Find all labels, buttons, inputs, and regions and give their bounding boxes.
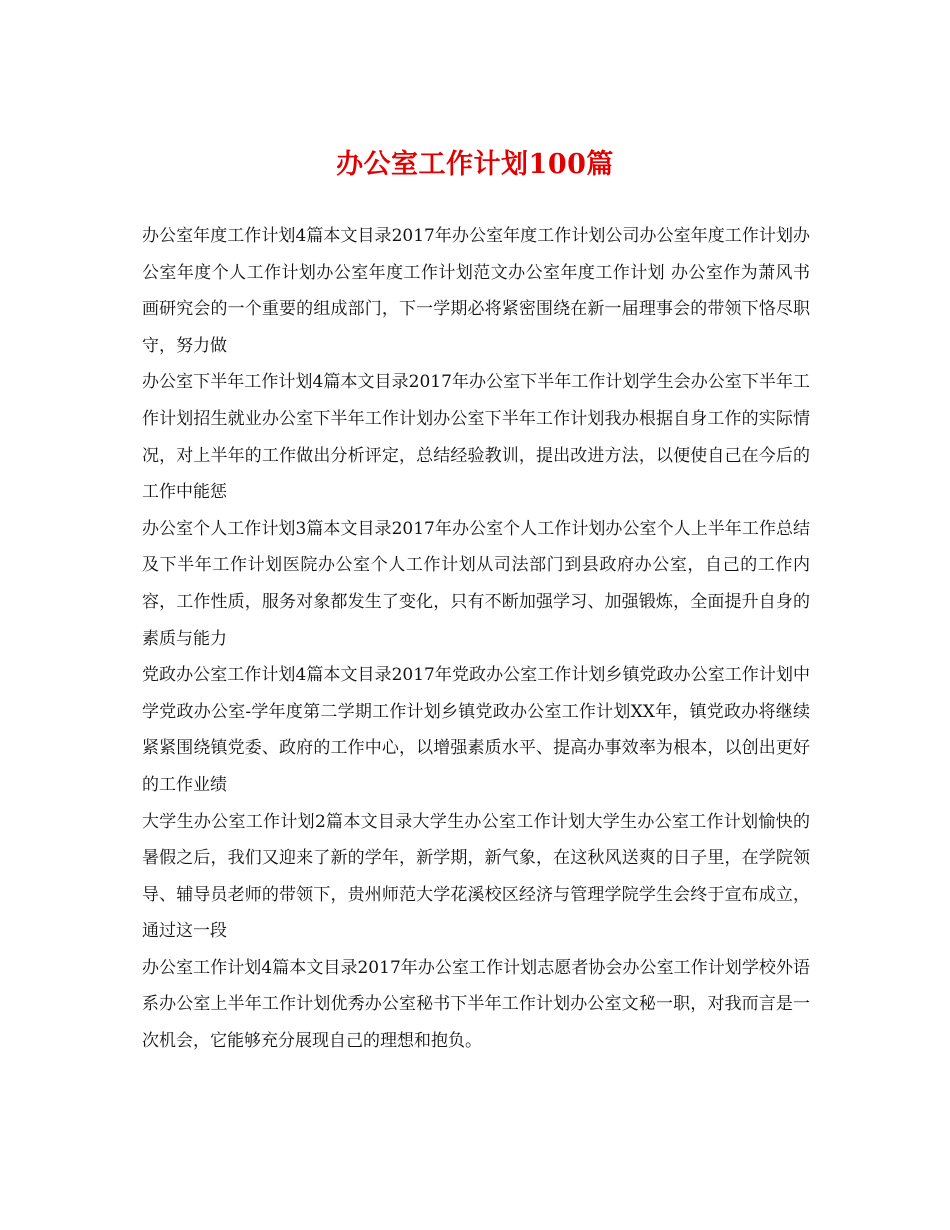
document-body <box>142 218 810 1060</box>
paragraph-annual-plan: 办公室年度工作计划4篇本文目录2017年办公室年度工作计划公司办公室年度工作计划办公室年度个人工作计划办公室年度工作计划范文办公室年度工作计划 办公室作为萧风书画研究会的一个重要的组成部门，下一学期必将紧密围绕在新一届理事会的带领下恪尽职守，努力做 <box>142 226 810 356</box>
paragraph-personal-plan: 办公室个人工作计划3篇本文目录2017年办公室个人工作计划办公室个人上半年工作总结及下半年工作计划医院办公室个人工作计划从司法部门到县政府办公室，自己的工作内容，工作性质，服务对象都发生了变化，只有不断加强学习、加强锻炼，全面提升自身的素质与能力 <box>142 518 810 649</box>
paragraph-student-office-plan: 大学生办公室工作计划2篇本文目录大学生办公室工作计划大学生办公室工作计划愉快的暑假之后，我们又迎来了新的学年，新学期，新气象，在这秋风送爽的日子里，在学院领导、辅导员老师的带领下，贵州师范大学花溪校区经济与管理学院学生会终于宣布成立，通过这一段 <box>142 811 810 942</box>
paragraph-party-office-plan: 党政办公室工作计划4篇本文目录2017年党政办公室工作计划乡镇党政办公室工作计划中学党政办公室-学年度第二学期工作计划乡镇党政办公室工作计划XX年，镇党政办将继续紧紧围绕镇党委、政府的工作中心，以增强素质水平、提高办事效率为根本，以创出更好的工作业绩 <box>142 665 810 795</box>
document-title: 办公室工作计划100篇 <box>336 149 614 180</box>
paragraph-office-plan: 办公室工作计划4篇本文目录2017年办公室工作计划志愿者协会办公室工作计划学校外语系办公室上半年工作计划优秀办公室秘书下半年工作计划办公室文秘一职，对我而言是一次机会，它能够充分展现自己的理想和抱负。 <box>142 957 810 1052</box>
paragraph-second-half-plan: 办公室下半年工作计划4篇本文目录2017年办公室下半年工作计划学生会办公室下半年工作计划招生就业办公室下半年工作计划办公室下半年工作计划我办根据自身工作的实际情况，对上半年的工作做出分析评定，总结经验教训，提出改进方法，以便使自己在今后的工作中能惩 <box>142 372 810 503</box>
